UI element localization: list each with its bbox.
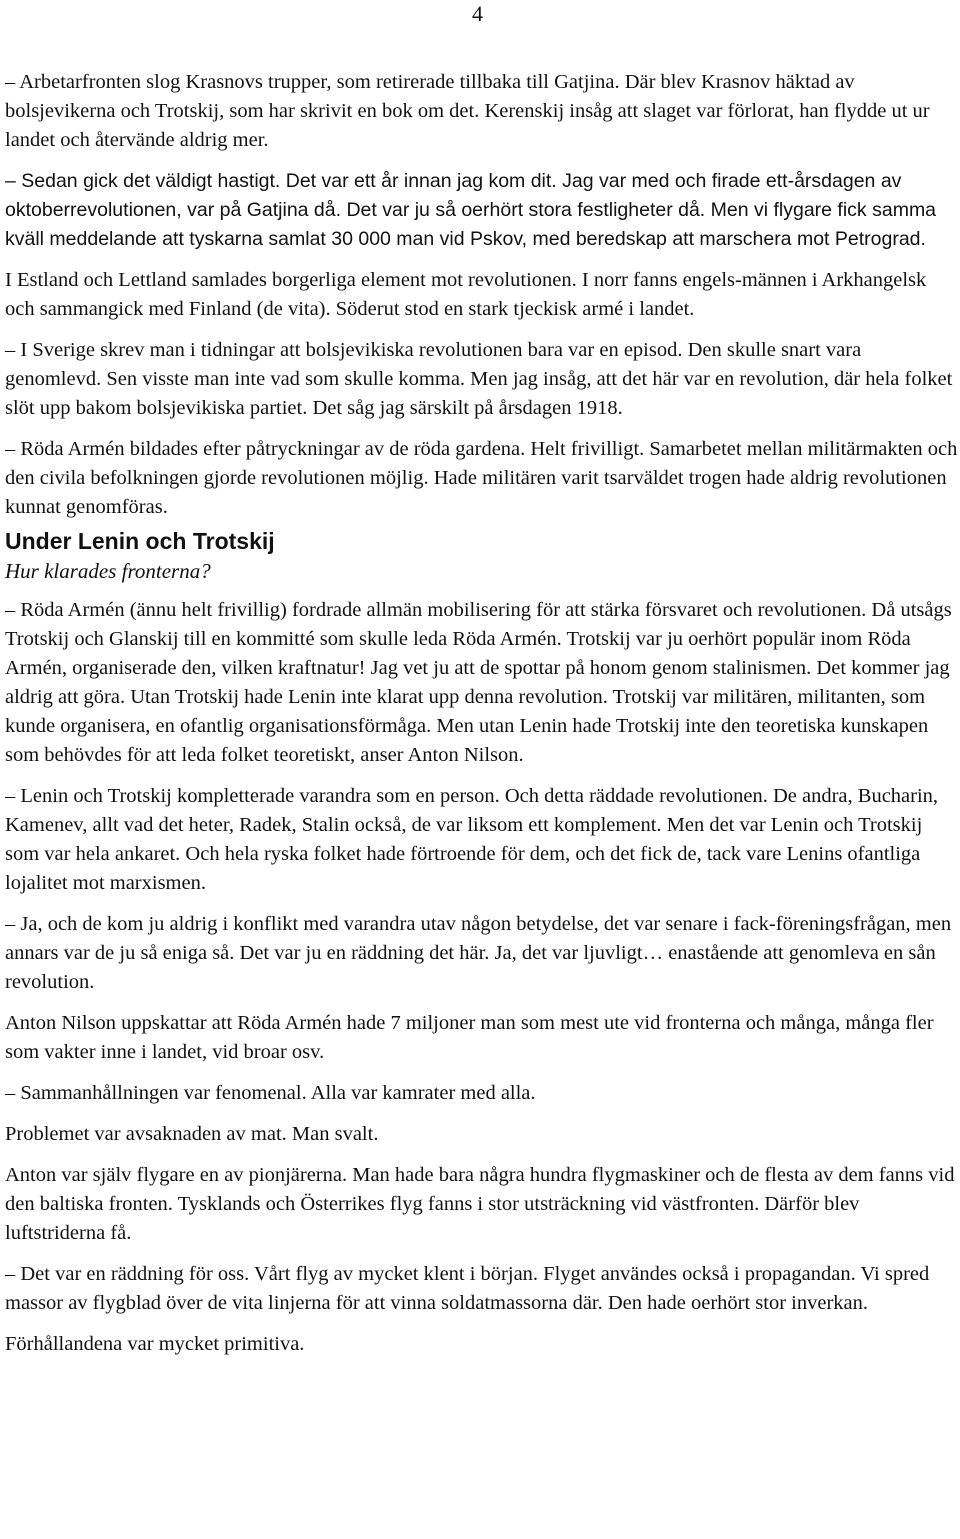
- paragraph-mobilisering: – Röda Armén (ännu helt frivillig) fordrade allmän mobilisering för att stärka försvaret och revolutionen. Då utsågs Trotskij och Glanskij till en kommitté som skulle leda Röda Armén. Trotskij var ju oerhört populär inom Röda Armén, organiserade den, vilken kraftnatur! Jag vet ju att de spottar på honom genom stalinismen. Det kommer jag aldrig att göra. Utan Trotskij hade Lenin inte klarat upp denna revolution. Trotskij var militären, militanten, som kunde organisera, en ofantlig organisationsförmåga. Men utan Lenin hade Trotskij inte den teoretiska kunskapen som behövdes för att leda folket teoretiskt, anser Anton Nilson.: [5, 599, 952, 766]
- page-number: 4: [472, 1, 483, 26]
- paragraph-sammanhallningen: – Sammanhållningen var fenomenal. Alla var kamrater med alla.: [5, 1082, 536, 1104]
- paragraph-problemet: Problemet var avsaknaden av mat. Man svalt.: [5, 1123, 379, 1145]
- paragraph-sedan-gick: – Sedan gick det väldigt hastigt. Det var ett år innan jag kom dit. Jag var med och firade ett-årsdagen av oktoberrevolutionen, var på Gatjina då. Det var ju så oerhört stora festligheter då. Men vi flygare fick samma kväll meddelande att tyskarna samlat 30 000 man vid Pskov, med beredskap att marschera mot Petrograd.: [5, 170, 937, 250]
- document-body: [5, 68, 958, 1371]
- paragraph-arbetarfronten: – Arbetarfronten slog Krasnovs trupper, som retirerade tillbaka till Gatjina. Där blev Krasnov häktad av bolsjevikerna och Trotskij, som har skrivit en bok om det. Kerenskij insåg att slaget var förlorat, han flydde ut ur landet och återvände aldrig mer.: [5, 71, 930, 151]
- section-subheading: Hur klarades fronterna?: [5, 559, 211, 583]
- paragraph-sverige: – I Sverige skrev man i tidningar att bolsjevikiska revolutionen bara var en episod. Den skulle snart vara genomlevd. Sen visste man inte vad som skulle komma. Men jag insåg, att det här var en revolution, där hela folket slöt upp bakom bolsjevikiska partiet. Det såg jag särskilt på årsdagen 1918.: [5, 339, 953, 419]
- paragraph-konflikt: – Ja, och de kom ju aldrig i konflikt med varandra utav någon betydelse, det var senare i fack-föreningsfrågan, men annars var de ju så eniga så. Det var ju en räddning det här. Ja, det var ljuvligt… enastående att genomleva en sån revolution.: [5, 913, 952, 993]
- paragraph-kompletterade: – Lenin och Trotskij kompletterade varandra som en person. Och detta räddade revolutionen. De andra, Bucharin, Kamenev, allt vad det heter, Radek, Stalin också, de var liksom ett komplement. Men det var Lenin och Trotskij som var hela ankaret. Och hela ryska folket hade förtroende för dem, och det fick de, tack vare Lenins ofantliga lojalitet mot marxismen.: [5, 785, 939, 894]
- paragraph-roda-armen-bildades: – Röda Armén bildades efter påtryckningar av de röda gardena. Helt frivilligt. Samarbetet mellan militärmakten och den civila befolkningen gjorde revolutionen möjlig. Hade militären varit tsarväldet trogen hade aldrig revolutionen kunnat genomföras.: [5, 438, 958, 518]
- paragraph-primitiva: Förhållandena var mycket primitiva.: [5, 1333, 305, 1355]
- paragraph-estland-lettland: I Estland och Lettland samlades borgerliga element mot revolutionen. I norr fanns engels-männen i Arkhangelsk och sammangick med Finland (de vita). Söderut stod en stark tjeckisk armé i landet.: [5, 269, 927, 320]
- paragraph-sju-miljoner: Anton Nilson uppskattar att Röda Armén hade 7 miljoner man som mest ute vid fronterna och många, många fler som vakter inne i landet, vid broar osv.: [5, 1012, 934, 1063]
- section-heading: Under Lenin och Trotskij: [5, 528, 275, 554]
- paragraph-raddning: – Det var en räddning för oss. Vårt flyg av mycket klent i början. Flyget användes också i propagandan. Vi spred massor av flygblad över de vita linjerna för att vinna soldatmassorna där. Den hade oerhört stor inverkan.: [5, 1263, 930, 1314]
- paragraph-flygare: Anton var själv flygare en av pionjärerna. Man hade bara några hundra flygmaskiner och de flesta av dem fanns vid den baltiska fronten. Tysklands och Österrikes flyg fanns i stor utsträckning vid västfronten. Därför blev luftstriderna få.: [5, 1164, 955, 1244]
